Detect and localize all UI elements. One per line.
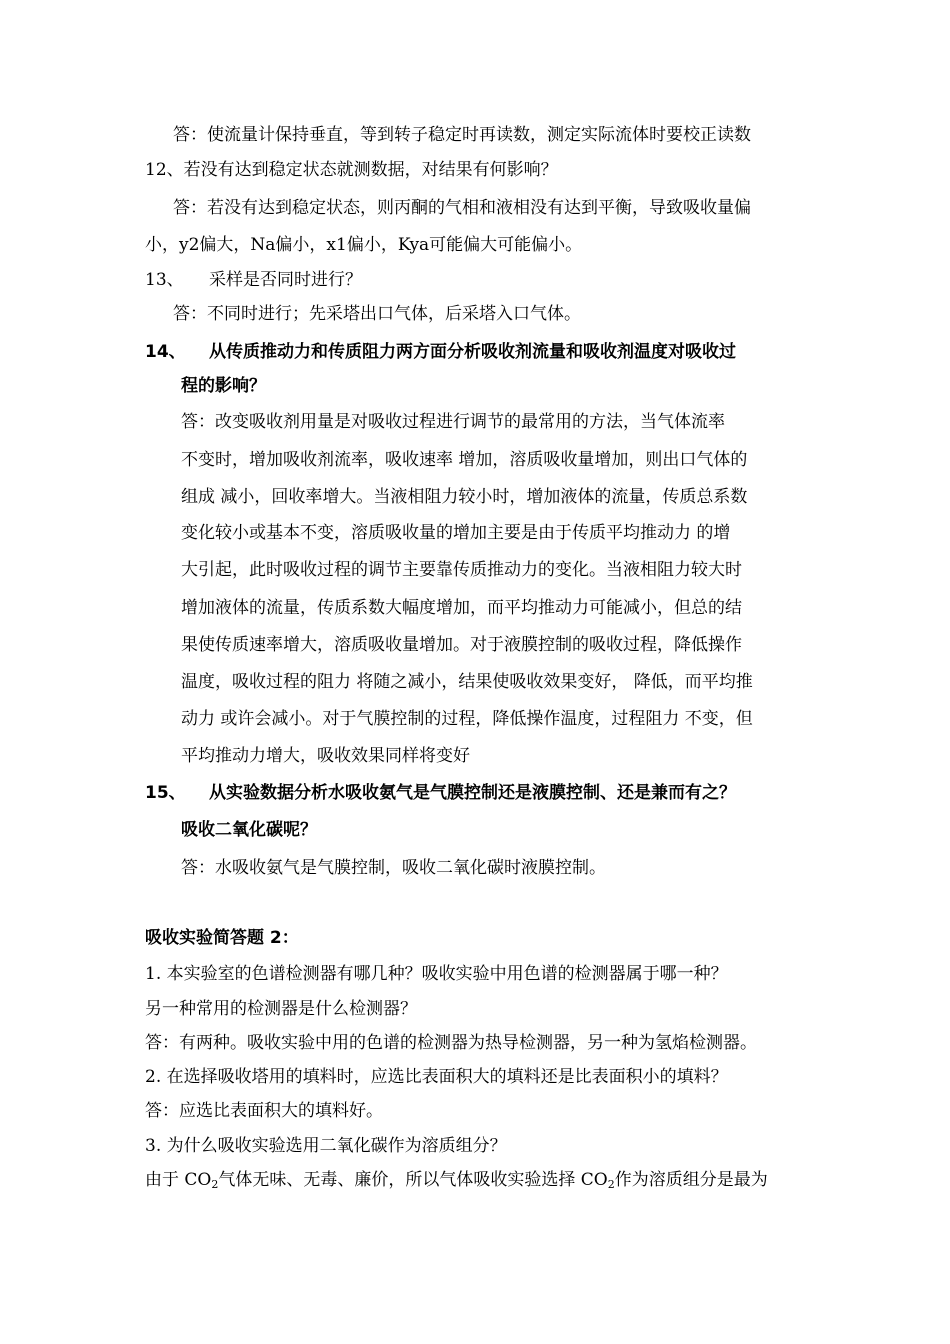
question-14-line-2: 程的影响？ — [181, 376, 266, 396]
question-15-text: 从实验数据分析水吸收氨气是气膜控制还是液膜控制、还是兼而有之？ — [209, 783, 736, 803]
question-13-text: 采样是否同时进行？ — [209, 270, 362, 290]
answer-14-line: 平均推动力增大，吸收效果同样将变好 — [181, 746, 470, 766]
question-14-text: 从传质推动力和传质阻力两方面分析吸收剂流量和吸收剂温度对吸收过 — [209, 342, 736, 362]
answer-12-line-2: 小，y2偏大，Na偏小，x1偏小，Kya可能偏大可能偏小。 — [145, 235, 583, 255]
answer-12-line-1: 答：若没有达到稳定状态，则丙酮的气相和液相没有达到平衡，导致吸收量偏 — [173, 198, 751, 218]
answer-15: 答：水吸收氨气是气膜控制，吸收二氧化碳时液膜控制。 — [181, 858, 606, 878]
question-14-line-1 — [145, 340, 736, 364]
question-15-line-1 — [145, 781, 736, 805]
question-12: 12、若没有达到稳定状态就测数据，对结果有何影响？ — [145, 160, 558, 180]
answer-14-line: 组成 减小，回收率增大。当液相阻力较小时，增加液体的流量，传质总系数 — [181, 487, 748, 507]
answer-14-line: 大引起，此时吸收过程的调节主要靠传质推动力的变化。当液相阻力较大时 — [181, 560, 742, 580]
subscript: 2 — [211, 1178, 219, 1191]
answer-3-text-part: 气体无味、无毒、廉价，所以气体吸收实验选择 CO — [218, 1170, 608, 1190]
answer-14-line: 温度，吸收过程的阻力 将随之减小，结果使吸收效果变好， 降低，而平均推 — [181, 672, 753, 692]
answer-3-text-part: 由于 CO — [145, 1170, 212, 1190]
section-2-line: 答：应选比表面积大的填料好。 — [145, 1101, 383, 1121]
question-15-number: 15、 — [145, 783, 186, 803]
section-2-line: 答：有两种。吸收实验中用的色谱的检测器为热导检测器，另一种为氢焰检测器。 — [145, 1033, 757, 1053]
question-15-line-2: 吸收二氧化碳呢？ — [181, 820, 317, 840]
section-2-line: 另一种常用的检测器是什么检测器？ — [145, 999, 417, 1019]
question-13 — [145, 268, 362, 292]
subscript: 2 — [607, 1178, 615, 1191]
section-2-line: 2. 在选择吸收塔用的填料时，应选比表面积大的填料还是比表面积小的填料？ — [145, 1067, 728, 1087]
answer-13: 答：不同时进行；先采塔出口气体，后采塔入口气体。 — [173, 304, 581, 324]
answer-14-line: 果使传质速率增大，溶质吸收量增加。对于液膜控制的吸收过程，降低操作 — [181, 635, 742, 655]
answer-11-line: 答：使流量计保持垂直，等到转子稳定时再读数，测定实际流体时要校正读数 — [173, 125, 751, 145]
answer-14-line: 动力 或许会减小。对于气膜控制的过程，降低操作温度，过程阻力 不变，但 — [181, 709, 753, 729]
section-2-line: 3. 为什么吸收实验选用二氧化碳作为溶质组分？ — [145, 1136, 507, 1156]
answer-3-text-part: 作为溶质组分是最为 — [614, 1170, 768, 1190]
answer-14-line: 答：改变吸收剂用量是对吸收过程进行调节的最常用的方法，当气体流率 — [181, 412, 725, 432]
question-13-number: 13、 — [145, 270, 184, 290]
section-2-title: 吸收实验简答题 2： — [145, 928, 299, 948]
answer-14-line: 变化较小或基本不变，溶质吸收量的增加主要是由于传质平均推动力 的增 — [181, 523, 731, 543]
answer-14-line: 不变时，增加吸收剂流率，吸收速率 增加，溶质吸收量增加，则出口气体的 — [181, 450, 748, 470]
question-14-number: 14、 — [145, 342, 186, 362]
section-2-line: 1. 本实验室的色谱检测器有哪几种？吸收实验中用色谱的检测器属于哪一种？ — [145, 964, 728, 984]
answer-14-line: 增加液体的流量，传质系数大幅度增加，而平均推动力可能减小，但总的结 — [181, 598, 742, 618]
answer-3-line — [145, 1168, 768, 1192]
